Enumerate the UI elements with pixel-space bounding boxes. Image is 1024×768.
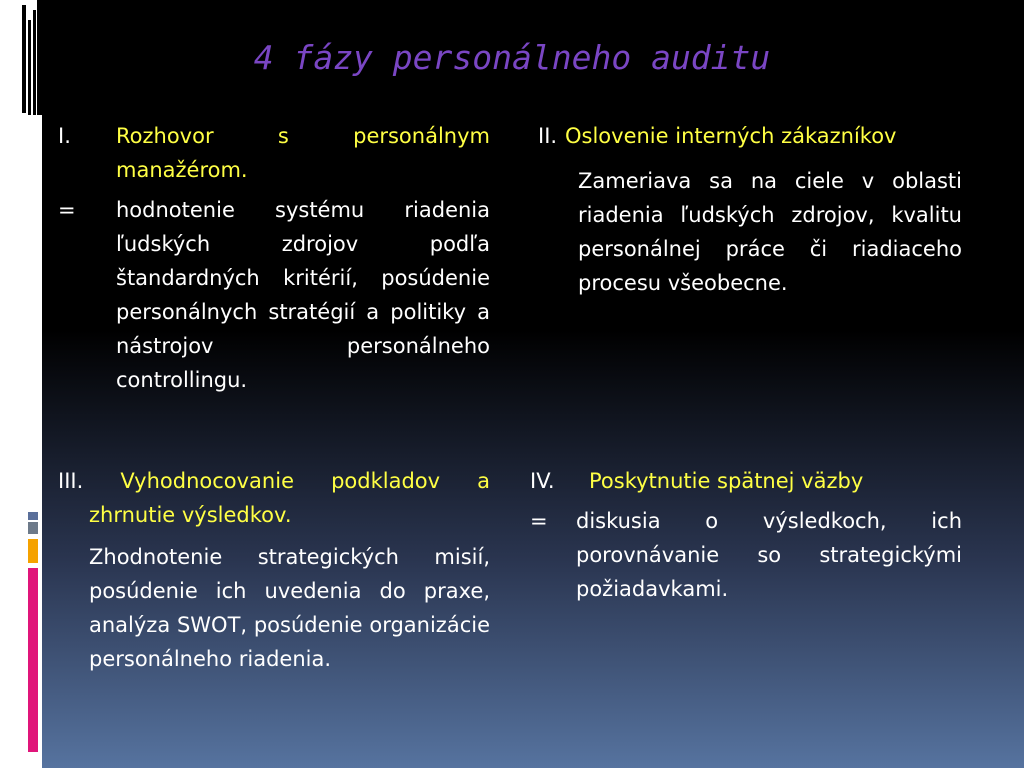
slide-title: 4 fázy personálneho auditu xyxy=(253,38,771,77)
accent-bar-pink xyxy=(28,568,38,752)
section-1 xyxy=(58,119,490,397)
section-1-heading: Rozhovor s personálnym manažérom. xyxy=(116,124,490,182)
section-4-heading-row xyxy=(530,464,962,498)
section-1-heading-row xyxy=(58,119,490,187)
side-decoration xyxy=(0,0,42,768)
section-2-detail: Zameriava sa na ciele v oblasti riadenia ľudských zdrojov, kvalitu personálnej práce či riadiaceho procesu všeobecne. xyxy=(578,169,962,295)
section-3-heading-row xyxy=(58,464,490,532)
section-2-marker: II. xyxy=(538,124,558,148)
section-1-marker: I. xyxy=(58,124,71,148)
section-3 xyxy=(58,464,490,676)
section-3-marker: III. xyxy=(58,469,84,493)
section-1-detail-marker: = xyxy=(58,198,76,222)
section-2-heading-row xyxy=(538,119,962,153)
accent-bar-blue xyxy=(28,512,38,520)
section-3-detail: Zhodnotenie strategických misií, posúdenie ich uvedenia do praxe, analýza SWOT, posúdenie organizácie personálneho riadenia. xyxy=(89,545,490,671)
section-4-heading: Poskytnutie spätnej väzby xyxy=(589,469,864,493)
section-2-heading: Oslovenie interných zákazníkov xyxy=(565,124,897,148)
section-2 xyxy=(538,119,962,300)
accent-bar-gray xyxy=(28,522,38,534)
section-4-detail-row xyxy=(530,504,962,606)
section-4 xyxy=(530,464,962,606)
section-1-detail-row xyxy=(58,193,490,397)
section-3-heading: Vyhodnocovanie podkladov a zhrnutie výsledkov. xyxy=(89,469,490,527)
accent-bar-orange xyxy=(28,539,38,563)
section-1-detail: hodnotenie systému riadenia ľudských zdrojov podľa štandardných kritérií, posúdenie personálnych stratégií a politiky a nástrojov personálneho controllingu. xyxy=(116,198,490,392)
section-4-detail: diskusia o výsledkoch, ich porovnávanie so strategickými požiadavkami. xyxy=(576,509,962,601)
section-4-detail-marker: = xyxy=(530,509,548,533)
section-4-marker: IV. xyxy=(530,469,555,493)
